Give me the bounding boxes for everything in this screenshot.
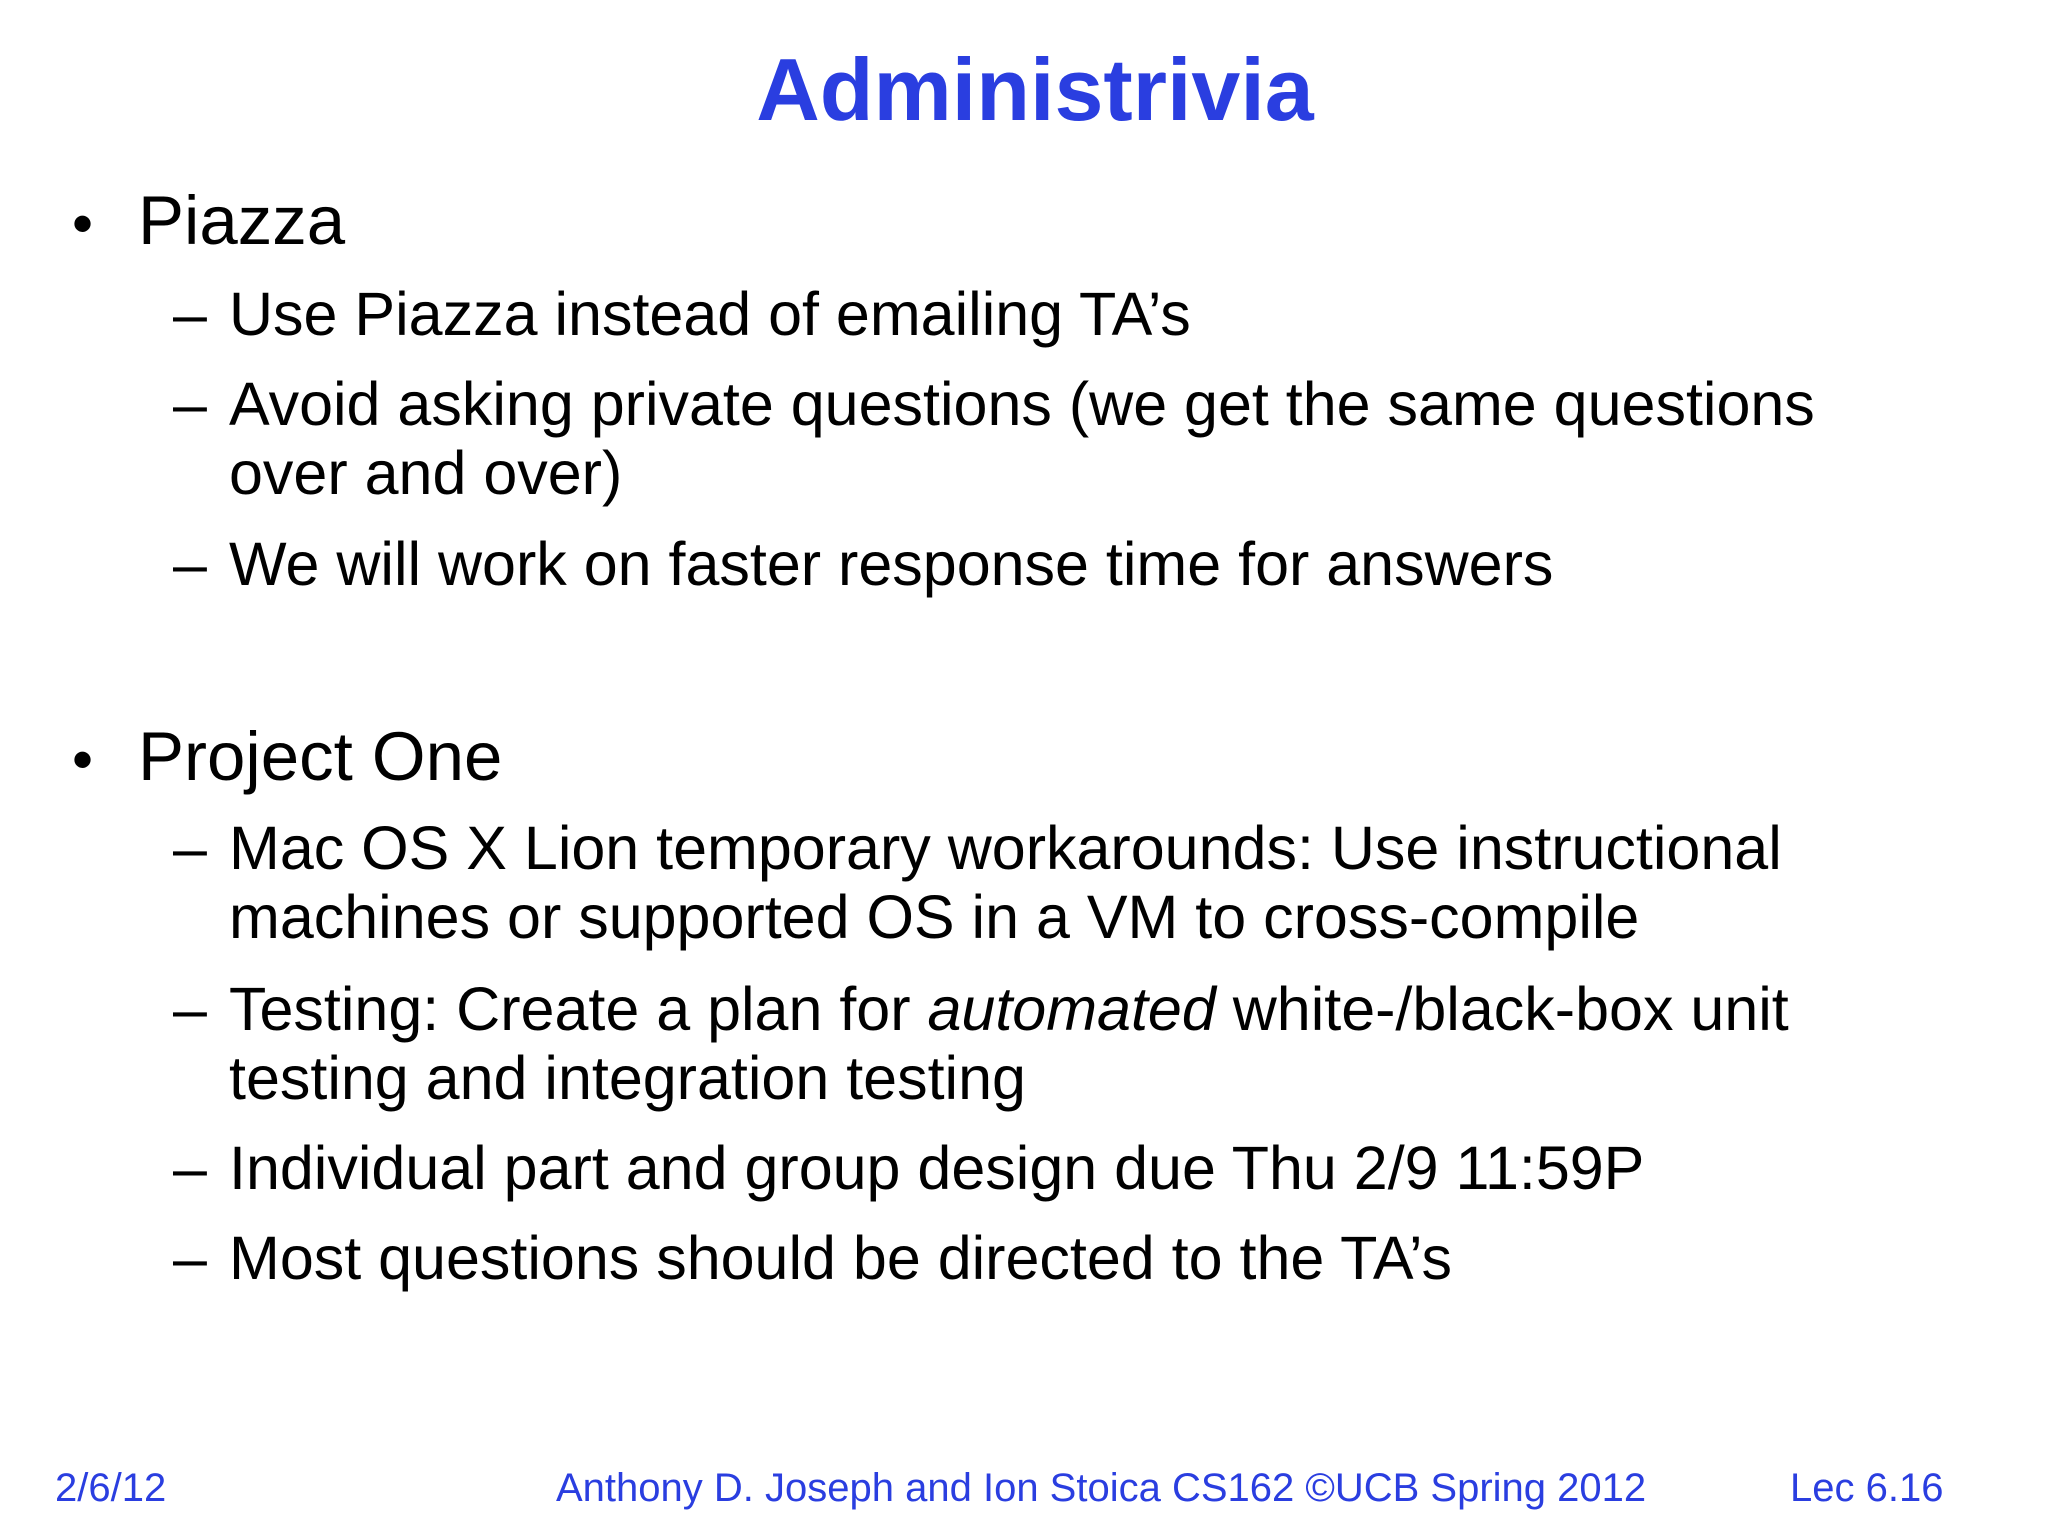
dash-glyph: –: [173, 1224, 207, 1292]
sub-item: [173, 814, 1973, 952]
bullet-project-one: [72, 718, 503, 795]
bullet-heading: Project One: [138, 718, 503, 795]
sub-item-line-2: machines or supported OS in a VM to cross-compile: [229, 883, 1640, 951]
bullet-piazza: [72, 182, 346, 259]
sub-item-line-1: [229, 975, 1789, 1043]
dash-glyph: –: [173, 1134, 207, 1202]
sub-item-line-2: testing and integration testing: [229, 1044, 1026, 1112]
sub-item-post: white-/black-box unit: [1215, 975, 1789, 1043]
dash-glyph: –: [173, 280, 207, 348]
dash-glyph: –: [173, 814, 207, 882]
footer-page-number: Lec 6.16: [1790, 1466, 1944, 1510]
dash-glyph: –: [173, 370, 207, 438]
sub-item-text: Most questions should be directed to the TA’s: [229, 1224, 1452, 1292]
sub-item: [173, 975, 1973, 1113]
sub-item: [173, 530, 1973, 599]
sub-item: [173, 370, 1973, 508]
sub-item-line-2: over and over): [229, 439, 623, 507]
sub-item-line-1: Mac OS X Lion temporary workarounds: Use instructional: [229, 814, 1782, 882]
slide-title: Administrivia: [756, 40, 1314, 139]
sub-item: [173, 280, 1973, 349]
footer-credit: Anthony D. Joseph and Ion Stoica CS162 ©UCB Spring 2012: [556, 1466, 1647, 1510]
sub-item-line-1: Avoid asking private questions (we get the same questions: [229, 370, 1815, 438]
sub-item-text: [229, 975, 1973, 1113]
sub-item: [173, 1134, 1973, 1203]
bullet-heading: Piazza: [138, 182, 346, 259]
sub-item-text: Use Piazza instead of emailing TA’s: [229, 280, 1191, 348]
sub-item-text: We will work on faster response time for answers: [229, 530, 1554, 598]
sub-item-text: [229, 814, 1973, 952]
sub-item-emphasis: automated: [927, 975, 1216, 1043]
sub-item-text: Individual part and group design due Thu 2/9 11:59P: [229, 1134, 1645, 1202]
bullet-glyph: •: [72, 190, 94, 257]
sub-item-text: [229, 370, 1973, 508]
dash-glyph: –: [173, 530, 207, 598]
sub-item-pre: Testing: Create a plan for: [229, 975, 928, 1043]
bullet-glyph: •: [72, 726, 94, 793]
footer-date: 2/6/12: [55, 1466, 167, 1510]
sub-item: [173, 1224, 1973, 1293]
dash-glyph: –: [173, 975, 207, 1043]
